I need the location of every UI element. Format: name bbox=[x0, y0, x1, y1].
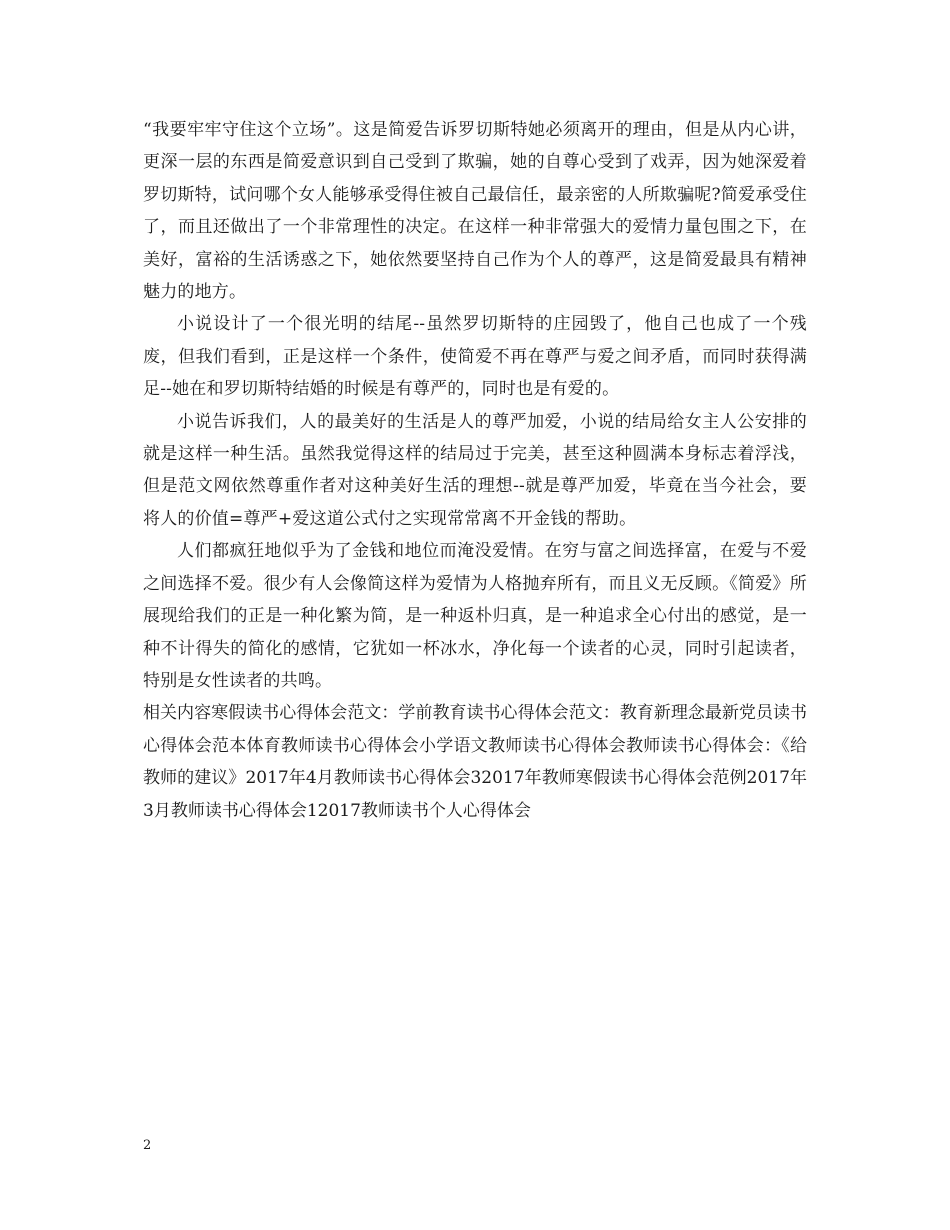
paragraph-2: 小说设计了一个很光明的结尾--虽然罗切斯特的庄园毁了，他自己也成了一个残废，但我们看到，正是这样一个条件，使简爱不再在尊严与爱之间矛盾，而同时获得满足--她在和罗切斯特结婚的时候是有尊严的，同时也是有爱的。 bbox=[143, 314, 807, 400]
paragraph-3: 小说告诉我们，人的最美好的生活是人的尊严加爱，小说的结局给女主人公安排的就是这样一种生活。虽然我觉得这样的结局过于完美，甚至这种圆满本身标志着浮浅，但是范文网依然尊重作者对这种美好生活的理想--就是尊严加爱，毕竟在当今社会，要将人的价值=尊严+爱这道公式付之实现常常离不开金钱的帮助。 bbox=[143, 411, 807, 529]
document-body bbox=[143, 114, 807, 827]
related-content: 相关内容寒假读书心得体会范文：学前教育读书心得体会范文：教育新理念最新党员读书心得体会范本体育教师读书心得体会小学语文教师读书心得体会教师读书心得体会：《给教师的建议》2017年4月教师读书心得体会32017年教师寒假读书心得体会范例2017年3月教师读书心得体会12017教师读书个人心得体会 bbox=[143, 703, 807, 821]
paragraph-4: 人们都疯狂地似乎为了金钱和地位而淹没爱情。在穷与富之间选择富，在爱与不爱之间选择不爱。很少有人会像简这样为爱情为人格抛弃所有，而且义无反顾。《简爱》所展现给我们的正是一种化繁为简，是一种返朴归真，是一种追求全心付出的感觉，是一种不计得失的简化的感情，它犹如一杯冰水，净化每一个读者的心灵，同时引起读者，特别是女性读者的共鸣。 bbox=[143, 541, 807, 691]
page-number: 2 bbox=[143, 1138, 152, 1153]
paragraph-1: “我要牢牢守住这个立场”。这是简爱告诉罗切斯特她必须离开的理由，但是从内心讲，更深一层的东西是简爱意识到自己受到了欺骗，她的自尊心受到了戏弄，因为她深爱着罗切斯特，试问哪个女人能够承受得住被自己最信任，最亲密的人所欺骗呢?简爱承受住了，而且还做出了一个非常理性的决定。在这样一种非常强大的爱情力量包围之下，在美好，富裕的生活诱惑之下，她依然要坚持自己作为个人的尊严，这是简爱最具有精神魅力的地方。 bbox=[143, 120, 807, 303]
